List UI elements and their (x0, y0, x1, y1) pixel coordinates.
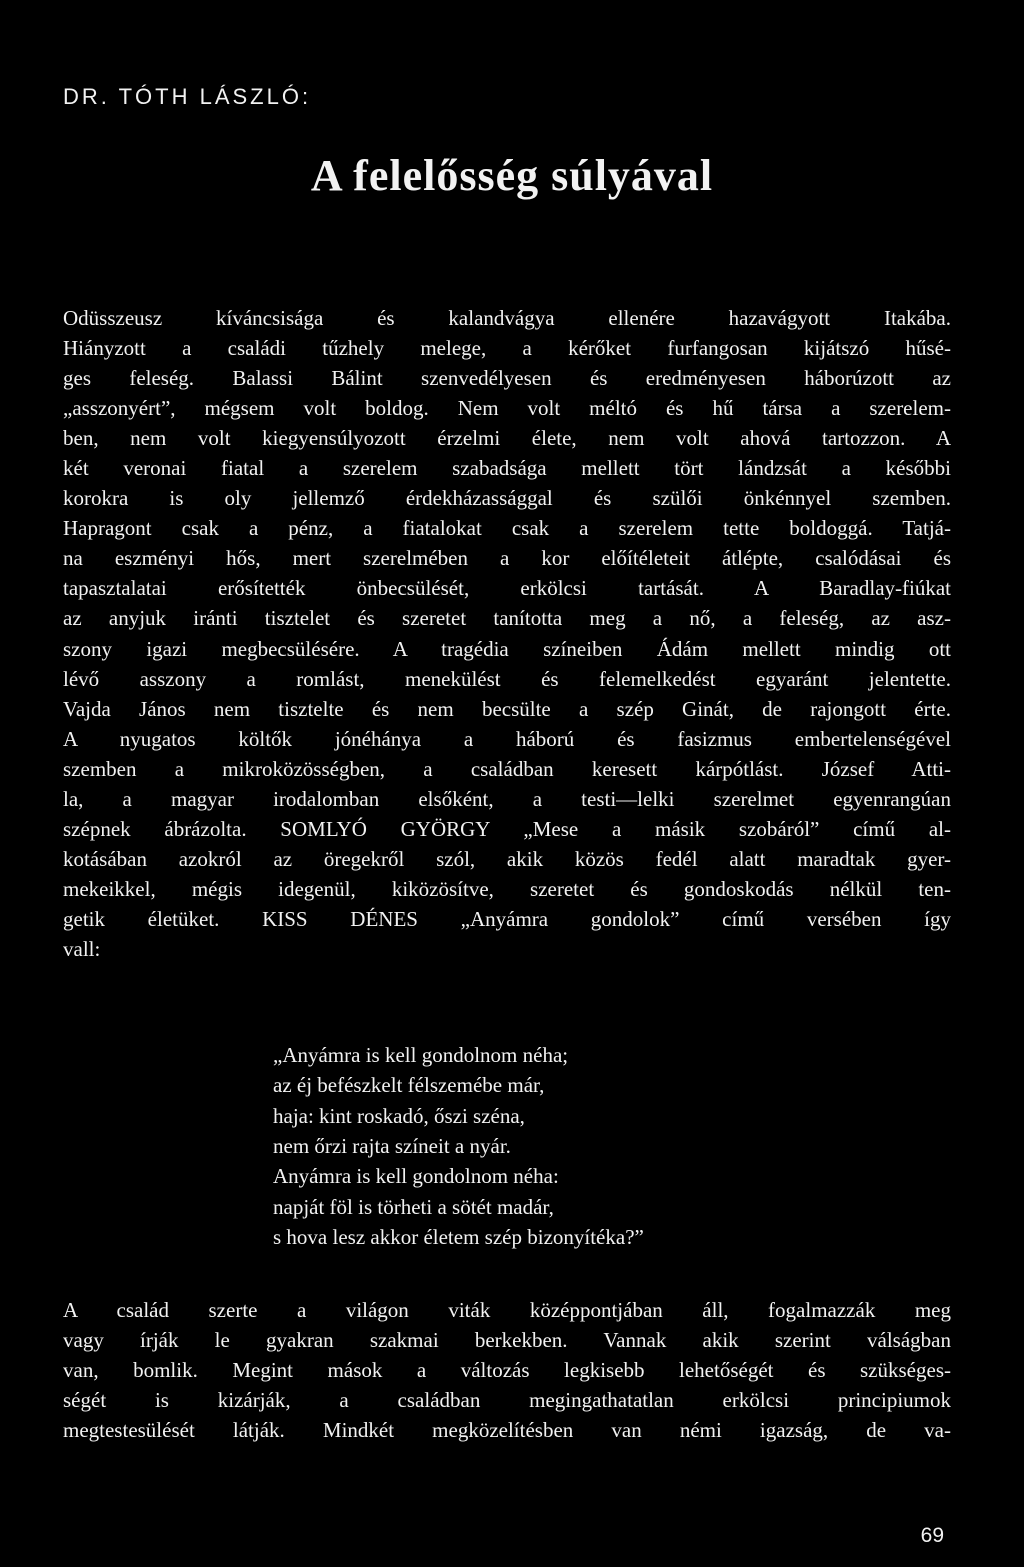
text-line: ben, nem volt kiegyensúlyozott érzelmi élete, nem volt ahová tartozzon. A (63, 426, 951, 451)
poem-line: az éj befészkelt félszemébe már, (273, 1073, 545, 1098)
text-line: szemben a mikroközösségben, a családban keresett kárpótlást. József Atti- (63, 756, 951, 781)
article-title: A felelősség súlyával (310, 151, 714, 200)
poem-quote (273, 1040, 644, 1252)
poem-line: Anyámra is kell gondolnom néha: (273, 1164, 559, 1189)
text-line: korokra is oly jellemző érdekházassággal és szülői önkénnyel szemben. (63, 486, 951, 511)
text-line: „asszonyért”, mégsem volt boldog. Nem volt méltó és hű társa a szerelem- (63, 396, 951, 421)
poem-line: nem őrzi rajta színeit a nyár. (273, 1133, 511, 1158)
text-line: lévő asszony a romlást, menekülést és felemelkedést egyaránt jelentette. (63, 666, 951, 691)
paragraph-family (63, 1295, 951, 1445)
text-line: getik életüket. KISS DÉNES „Anyámra gondolok” című versében így (63, 906, 951, 931)
text-line: na eszményi hős, mert szerelmében a kor előítéleteit átlépte, csalódásai és (63, 546, 951, 571)
text-line: ges feleség. Balassi Bálint szenvedélyesen és eredményesen háborúzott az (63, 366, 951, 391)
poem-line: haja: kint roskadó, őszi széna, (273, 1103, 525, 1128)
text-line: vall: (63, 936, 101, 961)
text-line: ségét is kizárják, a családban megingathatatlan erkölcsi principiumok (63, 1388, 951, 1412)
text-line: megtestesülését látják. Mindkét megközelítésben van némi igazság, de va- (63, 1418, 951, 1442)
text-line: A nyugatos költők jónéhánya a háború és fasizmus embertelenségével (63, 726, 951, 751)
text-line: két veronai fiatal a szerelem szabadsága mellett tört lándzsát a későbbi (63, 456, 951, 481)
text-line: kotásában azokról az öregekről szól, akik közös fedél alatt maradtak gyer- (63, 846, 951, 871)
text-line: Hapragont csak a pénz, a fiatalokat csak a szerelem tette boldoggá. Tatjá- (63, 516, 951, 541)
text-line: la, a magyar irodalomban elsőként, a testi—lelki szerelmet egyenrangúan (63, 786, 951, 811)
poem-line: s hova lesz akkor életem szép bizonyítéka?” (273, 1224, 644, 1249)
text-line: mekeikkel, mégis idegenül, kiközösítve, szeretet és gondoskodás nélkül ten- (63, 876, 951, 901)
text-line: szépnek ábrázolta. SOMLYÓ GYÖRGY „Mese a másik szobáról” című al- (63, 816, 951, 841)
paragraph-intro (63, 303, 951, 964)
text-line: Vajda János nem tisztelte és nem becsülte a szép Ginát, de rajongott érte. (63, 696, 951, 721)
text-line: Odüsszeusz kíváncsisága és kalandvágya ellenére hazavágyott Itakába. (63, 306, 951, 330)
poem-line: napját föl is törheti a sötét madár, (273, 1194, 554, 1219)
text-line: szony igazi megbecsülésére. A tragédia színeiben Ádám mellett mindig ott (63, 636, 951, 661)
author-name: DR. TÓTH LÁSZLÓ: (63, 84, 312, 109)
text-line: az anyjuk iránti tisztelet és szeretet tanította meg a nő, a feleség, az asz- (63, 606, 951, 631)
text-line: van, bomlik. Megint mások a változás legkisebb lehetőségét és szükséges- (63, 1358, 951, 1382)
poem-line: „Anyámra is kell gondolnom néha; (273, 1043, 569, 1067)
text-line: vagy írják le gyakran szakmai berkekben. Vannak akik szerint válságban (63, 1328, 951, 1352)
text-line: Hiányzott a családi tűzhely melege, a kérőket furfangosan kijátszó hűsé- (63, 336, 951, 361)
text-line: A család szerte a világon viták középpontjában áll, fogalmazzák meg (63, 1298, 951, 1322)
text-line: tapasztalatai erősítették önbecsülését, erkölcsi tartását. A Baradlay-fiúkat (63, 576, 951, 601)
page-number: 69 (920, 1524, 944, 1547)
